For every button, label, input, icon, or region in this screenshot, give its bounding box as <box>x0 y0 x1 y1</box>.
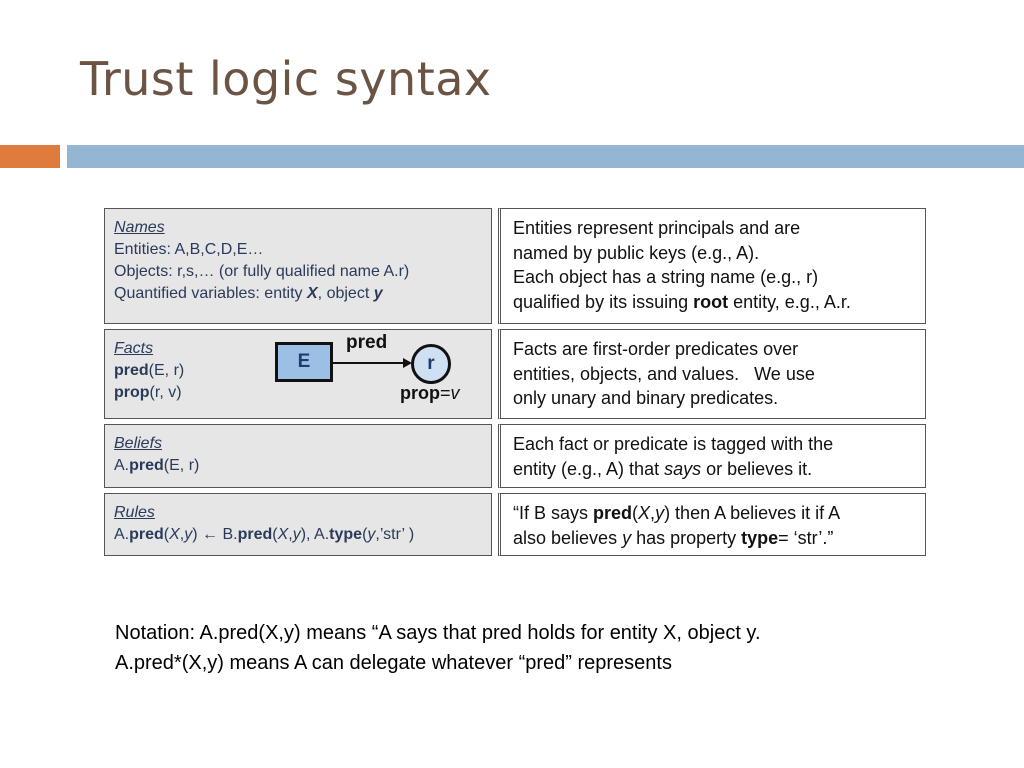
rules-desc-2 <box>513 526 917 551</box>
facts-row <box>104 329 926 419</box>
facts-desc-1: Facts are first-order predicates over <box>513 339 799 359</box>
beliefs-header: Beliefs <box>114 435 163 452</box>
names-entities: Entities: A,B,C,D,E… <box>114 241 264 258</box>
rules-desc-1f: y <box>655 503 665 523</box>
accent-bar-orange <box>0 145 60 168</box>
rules-desc-2d: type <box>741 527 779 548</box>
prop-label <box>400 382 460 404</box>
r-y1: y <box>184 526 193 543</box>
r-open3: ( <box>362 526 368 543</box>
names-desc-4b: root <box>693 291 729 312</box>
facts-pred-args: (E, r) <box>148 362 185 379</box>
r-open1: ( <box>163 526 170 543</box>
pred-arrow <box>333 356 413 370</box>
names-desc-4 <box>513 290 917 315</box>
rules-desc-1a: “If B says <box>513 503 594 523</box>
r-x2: X <box>277 526 289 543</box>
rules-desc-1e: , <box>650 503 656 523</box>
r-pred1: pred <box>129 526 164 543</box>
rules-desc-1b: pred <box>593 503 633 523</box>
names-desc-4c: entity, e.g., A.r. <box>728 291 851 312</box>
beliefs-pred: pred <box>129 457 164 474</box>
rules-desc-2c: has property <box>631 527 742 548</box>
accent-bar-blue <box>67 145 1024 168</box>
r-close1: ) <box>192 526 203 543</box>
beliefs-args: (E, r) <box>163 457 200 474</box>
quant-x: X <box>307 285 318 302</box>
quant-y: y <box>373 285 383 302</box>
facts-prop-args: (r, v) <box>149 384 182 401</box>
facts-pred: pred <box>114 362 149 379</box>
beliefs-row <box>104 424 926 488</box>
r-a: A. <box>114 526 130 543</box>
rules-desc-1d: X <box>638 503 651 523</box>
notation-line-1: Notation: A.pred(X,y) means “A says that pred holds for entity X, object y. <box>115 622 761 644</box>
rules-left-cell <box>104 493 492 556</box>
facts-header: Facts <box>114 340 154 357</box>
rules-right-cell <box>498 493 926 556</box>
quant-prefix: Quantified variables: entity <box>114 285 307 302</box>
beliefs-desc-2 <box>513 457 917 482</box>
r-y2: y <box>292 526 301 543</box>
r-b: B. <box>218 526 238 543</box>
facts-desc-3: only unary and binary predicates. <box>513 388 779 408</box>
implied-by-arrow: ← <box>202 526 219 543</box>
rules-desc-2e: = ‘str’.” <box>778 527 834 548</box>
names-quantified <box>114 283 491 305</box>
notation-text <box>115 618 761 678</box>
r-open2: ( <box>272 526 278 543</box>
names-desc-2: named by public keys (e.g., A). <box>513 242 760 263</box>
beliefs-right-cell <box>498 424 926 488</box>
beliefs-desc-2c: or believes it. <box>701 458 813 479</box>
entity-node: E <box>275 342 333 382</box>
r-tail: ,’str’ ) <box>375 526 415 543</box>
r-pred2: pred <box>237 526 273 543</box>
prop-value: v <box>450 383 460 403</box>
object-node: r <box>411 344 451 384</box>
names-desc-1: Entities represent principals and are <box>513 218 801 238</box>
pred-edge-label: pred <box>346 332 388 353</box>
r-y3: y <box>367 526 376 543</box>
beliefs-line <box>114 455 491 477</box>
r-close2: ), A. <box>300 526 330 543</box>
beliefs-desc-2b: says <box>664 458 702 479</box>
rules-desc-2b: y <box>622 527 632 548</box>
beliefs-desc-1: Each fact or predicate is tagged with the <box>513 434 834 454</box>
names-right-cell <box>498 208 926 324</box>
rules-desc-1 <box>513 501 917 526</box>
names-row <box>104 208 926 324</box>
beliefs-pre: A. <box>114 457 130 474</box>
prop-eq: = <box>440 383 451 403</box>
r-type: type <box>329 526 363 543</box>
rules-line <box>114 524 491 546</box>
names-objects: Objects: r,s,… (or fully qualified name A.r) <box>114 263 410 280</box>
names-header: Names <box>114 219 165 236</box>
names-left-cell <box>104 208 492 324</box>
r-comma2: , <box>288 526 293 543</box>
rules-desc-1g: ) then A believes it if A <box>664 503 841 523</box>
page-title: Trust logic syntax <box>80 52 492 106</box>
beliefs-left-cell <box>104 424 492 488</box>
facts-desc-2: entities, objects, and values. We use <box>513 363 815 384</box>
r-comma1: , <box>179 526 185 543</box>
facts-prop: prop <box>114 384 150 401</box>
names-desc-3: Each object has a string name (e.g., r) <box>513 267 819 287</box>
facts-left-cell <box>104 329 492 419</box>
rules-header: Rules <box>114 504 155 521</box>
notation-line-2: A.pred*(X,y) means A can delegate whatever “pred” represents <box>115 652 672 674</box>
names-desc-4a: qualified by its issuing <box>513 291 694 312</box>
facts-right-cell <box>498 329 926 419</box>
quant-mid: , object <box>317 285 374 302</box>
r-x1: X <box>169 526 180 543</box>
prop-label-text: prop <box>400 383 440 403</box>
rules-desc-2a: also believes <box>513 527 623 548</box>
rules-row <box>104 493 926 556</box>
beliefs-desc-2a: entity (e.g., A) that <box>513 458 665 479</box>
rules-desc-1c: ( <box>632 503 639 523</box>
